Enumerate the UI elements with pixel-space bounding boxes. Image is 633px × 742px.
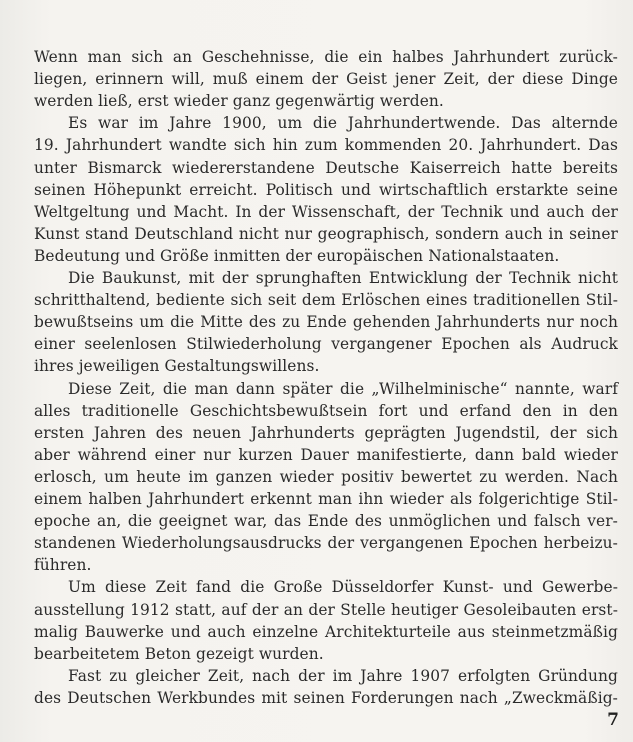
- text-line: epoche an, die geeignet war, das Ende des unmöglichen und falsch ver-: [34, 512, 618, 531]
- page-number: 7: [607, 710, 619, 730]
- text-line: Kunst stand Deutschland nicht nur geographisch, sondern auch in seiner: [34, 224, 618, 243]
- text-line: Fast zu gleicher Zeit, nach der im Jahre 1907 erfolgten Gründung: [68, 666, 618, 685]
- text-line: unter Bismarck wiedererstandene Deutsche Kaiserreich hatte bereits: [34, 158, 618, 177]
- text-line: ersten Jahren des neuen Jahrhunderts geprägten Jugendstil, der sich: [34, 423, 618, 442]
- text-line: 19. Jahrhundert wandte sich hin zum kommenden 20. Jahrhundert. Das: [34, 136, 618, 155]
- text-line: des Deutschen Werkbundes mit seinen Forderungen nach „Zweckmäßig-: [34, 688, 618, 707]
- text-line: ihres jeweiligen Gestaltungswillens.: [34, 357, 320, 376]
- text-line: Es war im Jahre 1900, um die Jahrhundertwende. Das alternde: [68, 114, 618, 133]
- text-line: liegen, erinnern will, muß einem der Geist jener Zeit, der diese Dinge: [34, 70, 618, 89]
- text-line: alles traditionelle Geschichtsbewußtsein fort und erfand den in den: [34, 401, 618, 420]
- text-line: standenen Wiederholungsausdrucks der vergangenen Epochen herbeizu-: [34, 534, 618, 553]
- text-line: werden ließ, erst wieder ganz gegenwärtig werden.: [34, 92, 444, 111]
- text-line: schritthaltend, bediente sich seit dem Erlöschen eines traditionellen Stil-: [34, 291, 618, 310]
- text-line: führen.: [34, 556, 92, 575]
- text-line: einem halben Jahrhundert erkennt man ihn wieder als folgerichtige Stil-: [34, 490, 618, 508]
- text-line: Bedeutung und Größe inmitten der europäischen Nationalstaaten.: [34, 246, 560, 265]
- text-line: Die Baukunst, mit der sprunghaften Entwicklung der Technik nicht: [68, 269, 618, 287]
- text-line: erlosch, um heute im ganzen wieder positiv bewertet zu werden. Nach: [34, 467, 618, 486]
- text-line: bewußtseins um die Mitte des zu Ende gehenden Jahrhunderts nur noch: [34, 313, 618, 332]
- text-line: Diese Zeit, die man dann später die „Wilhelminische“ nannte, warf: [68, 379, 618, 398]
- text-line: aber während einer nur kurzen Dauer manifestierte, dann bald wieder: [34, 445, 618, 464]
- text-line: bearbeitetem Beton gezeigt wurden.: [34, 644, 324, 663]
- text-line: einer seelenlosen Stilwiederholung vergangener Epochen als Audruck: [34, 335, 618, 354]
- text-line: seinen Höhepunkt erreicht. Politisch und wirtschaftlich erstarkte seine: [34, 180, 618, 199]
- text-line: malig Bauwerke und auch einzelne Architekturteile aus steinmetzmäßig: [34, 622, 618, 641]
- text-line: Weltgeltung und Macht. In der Wissenschaft, der Technik und auch der: [34, 202, 618, 221]
- text-line: Um diese Zeit fand die Große Düsseldorfer Kunst- und Gewerbe-: [68, 578, 618, 597]
- text-line: Wenn man sich an Geschehnisse, die ein halbes Jahrhundert zurück-: [34, 48, 618, 66]
- text-line: ausstellung 1912 statt, auf der an der Stelle heutiger Gesoleibauten erst-: [34, 600, 618, 619]
